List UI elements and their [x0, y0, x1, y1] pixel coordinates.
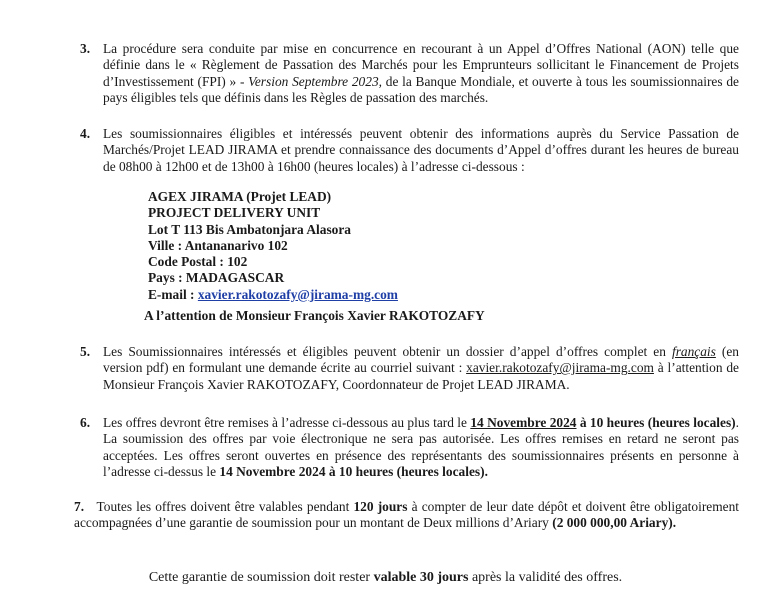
address-line-city: Ville : Antananarivo 102 [148, 237, 288, 253]
paragraph-number: 7. [74, 499, 85, 514]
address-line-country: Pays : MADAGASCAR [148, 270, 285, 286]
email-link[interactable]: xavier.rakotozafy@jirama-mg.com [466, 360, 654, 376]
paragraph-text: Les soumissionnaires éligibles et intéressés peuvent obtenir des informations auprès du Service Passation de Marchés/Projet LEAD JIRAMA et prendre connaissance des documents d’Appel d’offres durant les heures de bureau de 08h00 à 12h00 et de 13h00 à 16h00 (heures locales) à l’adresse ci-dessous : [103, 126, 739, 174]
address-line-lot: Lot T 113 Bis Ambatonjara Alasora [148, 221, 351, 237]
attention-line: A l’attention de Monsieur François Xavier RAKOTOZAFY [144, 308, 485, 323]
paragraph-text: 7. Toutes les offres doivent être valables pendant 120 jours à compter de leur date dépôt et doivent être obligatoirement accompagnées d’une garantie de soumission pour un montant de Deux millions d’Ariary (2 000 000,00 Ariary). [74, 499, 739, 531]
paragraph-number: 5. [80, 344, 91, 359]
address-line-email: E-mail : xavier.rakotozafy@jirama-mg.com [148, 286, 398, 302]
paragraph-number: 6. [80, 415, 91, 430]
address-line-unit: PROJECT DELIVERY UNIT [148, 205, 321, 221]
address-line-org: AGEX JIRAMA (Projet LEAD) [148, 189, 332, 204]
address-line-postal: Code Postal : 102 [148, 254, 248, 270]
email-link[interactable]: xavier.rakotozafy@jirama-mg.com [197, 286, 398, 302]
paragraph-number: 4. [80, 126, 91, 141]
closing-line: Cette garantie de soumission doit rester valable 30 jours après la validité des offres. [148, 570, 623, 585]
paragraph-text: Les Soumissionnaires intéressés et éligibles peuvent obtenir un dossier d’appel d’offres complet en français (en version pdf) en formulant une demande écrite au courriel suivant : xavier.rakotozafy@jirama-mg.com à l’attention de Monsieur François Xavier RAKOTOZAFY, Coordonnateur de Projet LEAD JIRAMA. [103, 344, 739, 392]
paragraph-text: Les offres devront être remises à l’adresse ci-dessous au plus tard le 14 Novembre 2024 à 10 heures (heures locales). La soumission des offres par voie électronique ne sera pas autorisée. Les offres remises en retard ne seront pas acceptées. Les offres seront ouvertes en présence des représentants des soumissionnaires présents en personne à l’adresse ci-dessus le 14 Novembre 2024 à 10 heures (heures locales). [103, 415, 740, 480]
address-block [148, 189, 398, 303]
paragraph-number: 3. [80, 41, 91, 56]
paragraph-text: La procédure sera conduite par mise en concurrence en recourant à un Appel d’Offres National (AON) telle que définie dans le « Règlement de Passation des Marchés pour les Emprunteurs sollicitant le Financement de Projets d’Investissement (FPI) » - Version Septembre 2023, de la Banque Mondiale, et ouverte à tous les soumissionnaires de pays éligibles tels que définis dans les Règles de passation des marchés. [103, 41, 739, 106]
